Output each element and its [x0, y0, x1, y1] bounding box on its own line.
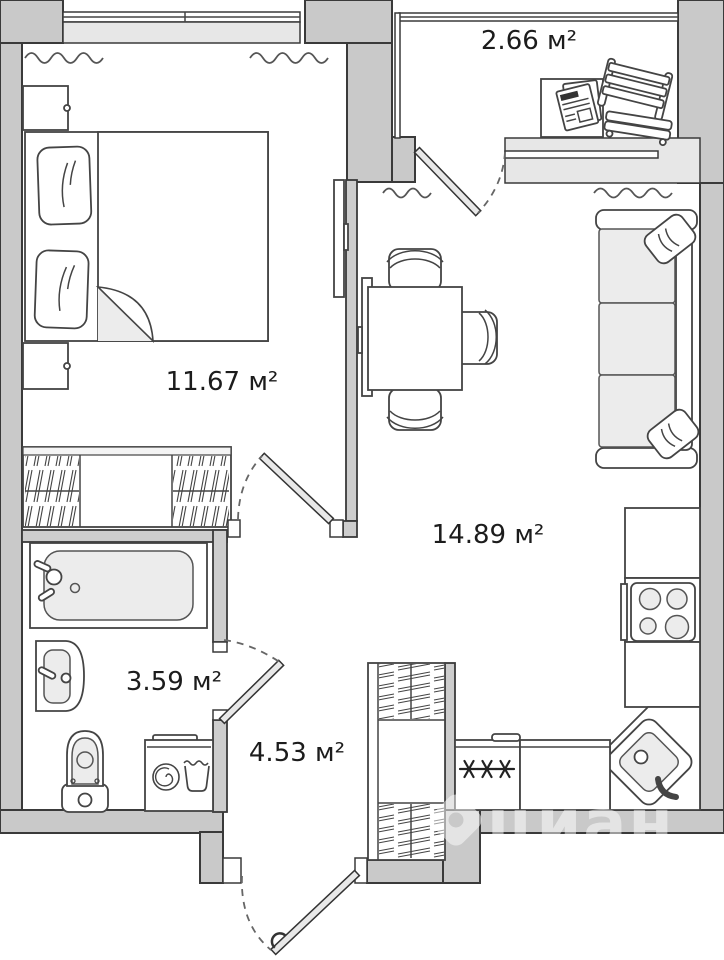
watermark-label: циан [487, 787, 675, 861]
bedroom-furniture [23, 86, 348, 527]
cooktop [631, 583, 695, 641]
room-label-bathroom: 3.59 м² [125, 667, 223, 697]
bedroom-door [228, 453, 343, 537]
room-label-hallway: 4.53 м² [248, 738, 346, 768]
balcony-table [541, 76, 607, 137]
toilet [62, 731, 108, 812]
nightstand-top [23, 86, 70, 130]
chair-bottom [387, 388, 443, 430]
room-label-balcony: 2.66 м² [480, 26, 578, 56]
pillow [34, 250, 89, 329]
folded-drying-rack [597, 58, 673, 146]
dining-table [368, 287, 462, 390]
hallway-wardrobe [368, 663, 445, 860]
bedroom-wardrobe [23, 447, 231, 527]
kitchen-counter-right [621, 508, 700, 707]
washing-machine [145, 735, 213, 811]
entrance-door [223, 858, 367, 954]
washbasin [36, 641, 84, 711]
sink-drain [635, 751, 648, 764]
room-label-living: 14.89 м² [431, 520, 545, 550]
double-bed [25, 132, 268, 341]
sofa [596, 210, 702, 468]
bathtub [30, 543, 207, 628]
balcony-door [414, 148, 505, 216]
pillow [37, 146, 92, 225]
balcony-furniture [541, 58, 673, 146]
bedroom-window [63, 12, 300, 43]
chair-top [387, 249, 443, 291]
nightstand-bottom [23, 343, 70, 389]
room-label-bedroom: 11.67 м² [165, 367, 279, 397]
balcony-living-window [505, 138, 700, 183]
bathroom-door [213, 640, 284, 723]
